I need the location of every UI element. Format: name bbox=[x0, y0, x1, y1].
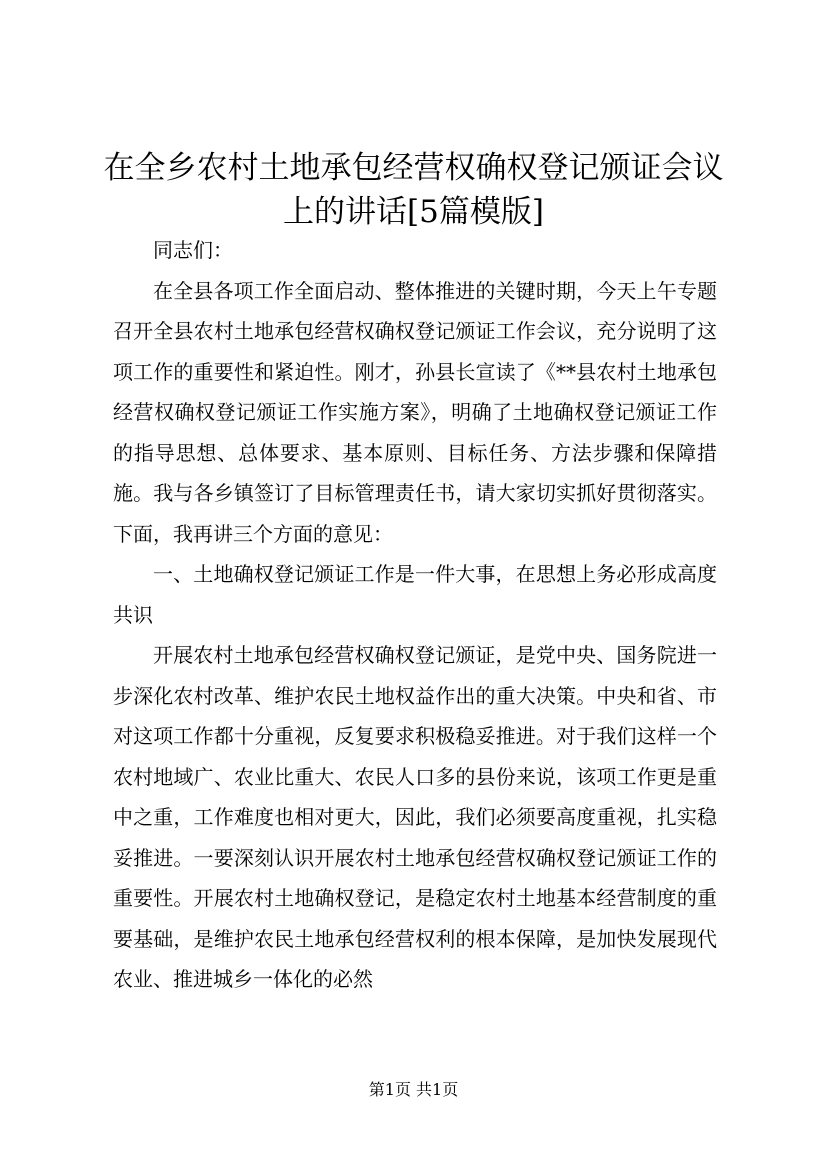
page-footer: 第1页 共1页 bbox=[368, 1080, 459, 1099]
section-1-paragraph: 开展农村土地承包经营权确权登记颁证，是党中央、国务院进一步深化农村改革、维护农民土地权益作出的重大决策。中央和省、市对这项工作都十分重视，反复要求积极稳妥推进。对于我们这样一个农村地域广、农业比重大、农民人口多的县份来说，该项工作更是重中之重，工作难度也相对更大，因此，我们必须要高度重视，扎实稳妥推进。一要深刻认识开展农村土地承包经营权确权登记颁证工作的重要性。开展农村土地确权登记，是稳定农村土地基本经营制度的重要基础，是维护农民土地承包经营权利的根本保障，是加快发展现代农业、推进城乡一体化的必然 bbox=[113, 643, 717, 991]
document-body bbox=[113, 230, 717, 1000]
document-title bbox=[100, 146, 727, 234]
salutation-paragraph: 同志们： bbox=[153, 238, 233, 262]
intro-paragraph: 在全县各项工作全面启动、整体推进的关键时期，今天上午专题召开全县农村土地承包经营权确权登记颁证工作会议，充分说明了这项工作的重要性和紧迫性。刚才，孙县长宣读了《**县农村土地承包经营权确权登记颁证工作实施方案》，明确了土地确权登记颁证工作的指导思想、总体要求、基本原则、目标任务、方法步骤和保障措施。我与各乡镇签订了目标管理责任书，请大家切实抓好贯彻落实。下面，我再讲三个方面的意见： bbox=[113, 278, 717, 546]
title-line-1: 在全乡农村土地承包经营权确权登记颁证会议 bbox=[103, 150, 724, 186]
title-line-2: 上的讲话[5篇模版] bbox=[283, 194, 544, 230]
section-heading-1: 一、土地确权登记颁证工作是一件大事，在思想上务必形成高度共识 bbox=[113, 562, 717, 627]
